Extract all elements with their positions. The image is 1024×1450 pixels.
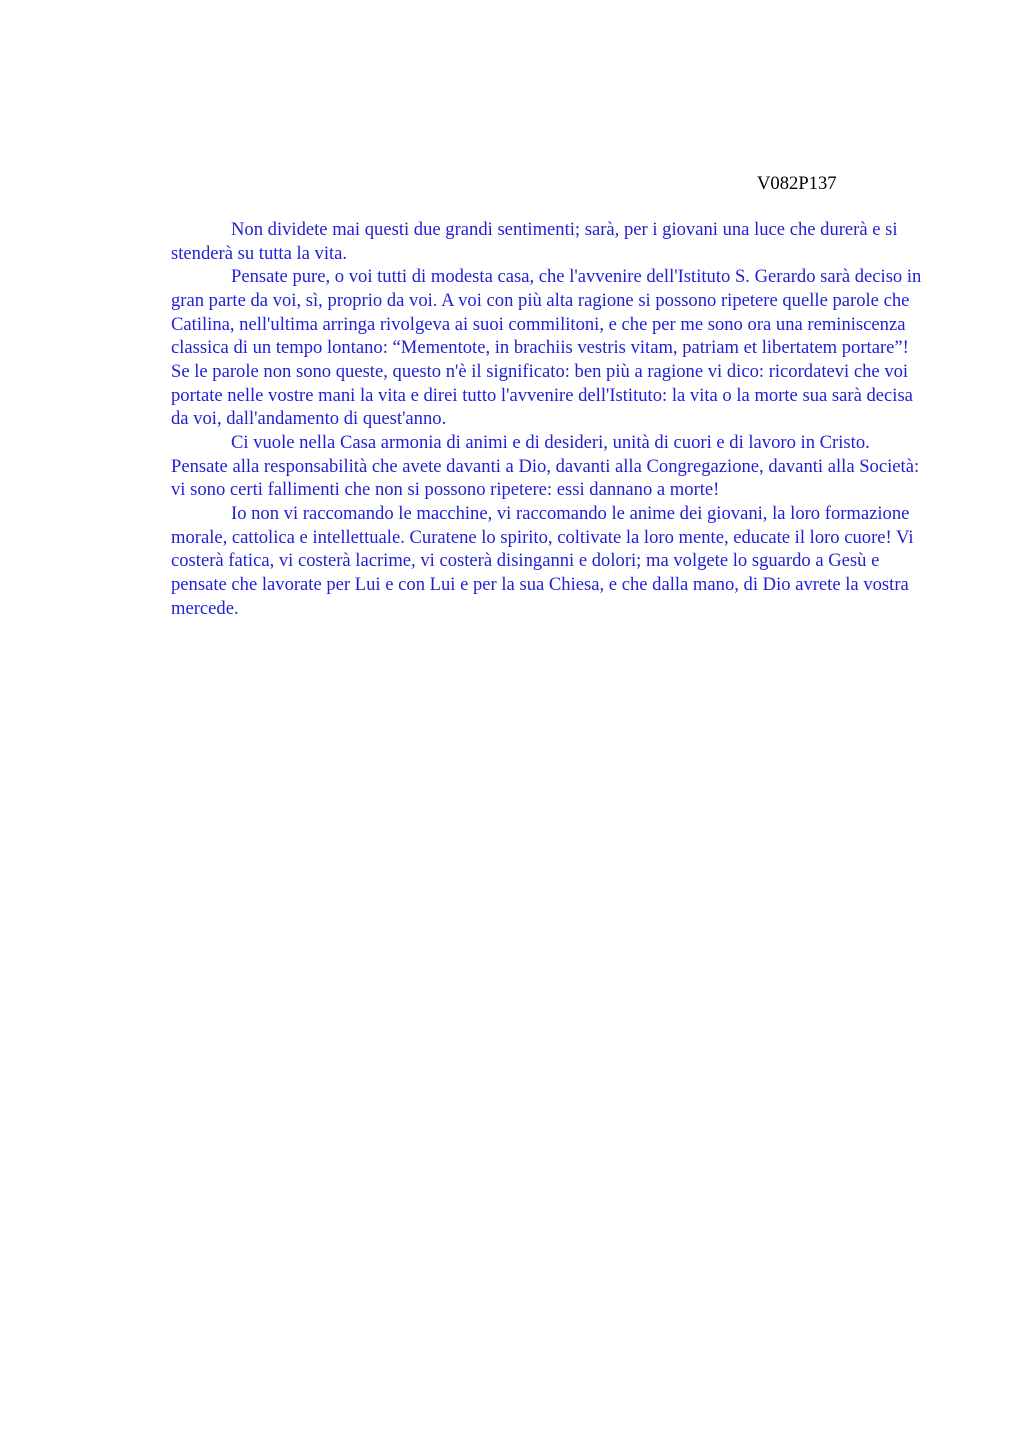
page-code: V082P137 (757, 173, 837, 194)
paragraph: Pensate pure, o voi tutti di modesta casa, che l'avvenire dell'Istituto S. Gerardo sarà deciso in gran parte da voi, sì, proprio da voi. A voi con più alta ragione si possono ripetere quelle parole che Catilina, nell'ultima arringa rivolgeva ai suoi commilitoni, e che per me sono ora una reminiscenza classica di un tempo lontano: “Mementote, in brachiis vestris vitam, patriam et libertatem portare”! Se le parole non sono queste, questo n'è il significato: ben più a ragione vi dico: ricordatevi che voi portate nelle vostre mani la vita e direi tutto l'avvenire dell'Istituto: la vita o la morte sua sarà decisa da voi, dall'andamento di quest'anno. (171, 266, 922, 430)
body-text (171, 218, 931, 620)
paragraph: Non dividete mai questi due grandi sentimenti; sarà, per i giovani una luce che durerà e si stenderà su tutta la vita. (171, 219, 898, 264)
paragraph: Io non vi raccomando le macchine, vi raccomando le anime dei giovani, la loro formazione morale, cattolica e intellettuale. Curatene lo spirito, coltivate la loro mente, educate il loro cuore! Vi costerà fatica, vi costerà lacrime, vi costerà disinganni e dolori; ma volgete lo sguardo a Gesù e pensate che lavorate per Lui e con Lui e per la sua Chiesa, e che dalla mano, di Dio avrete la vostra mercede. (171, 502, 914, 619)
paragraph: Ci vuole nella Casa armonia di animi e di desideri, unità di cuori e di lavoro in Cristo. Pensate alla responsabilità che avete davanti a Dio, davanti alla Congregazione, davanti alla Società: vi sono certi fallimenti che non si possono ripetere: essi dannano a morte! (171, 431, 920, 501)
